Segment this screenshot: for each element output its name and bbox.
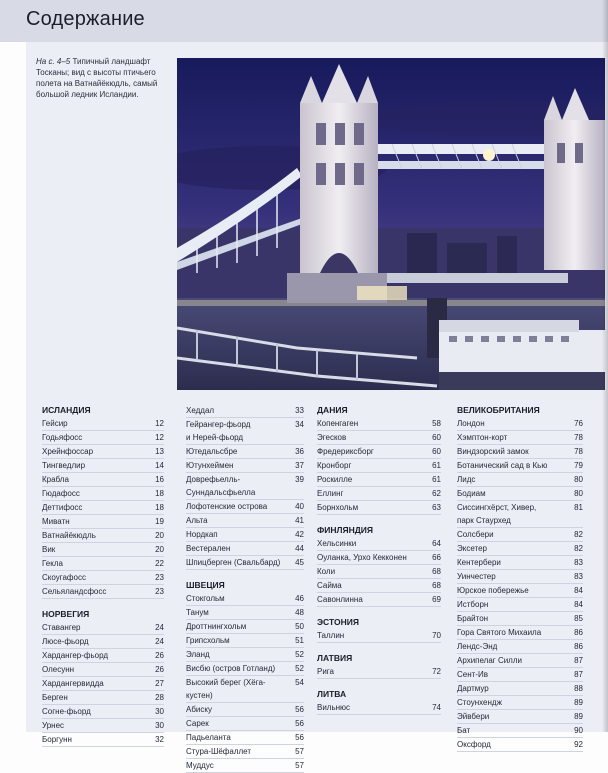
tower-bridge-photo xyxy=(177,58,605,390)
entry-name: Ставангер xyxy=(42,623,81,632)
toc-entry xyxy=(186,634,304,648)
entry-page: 12 xyxy=(155,433,164,442)
entry-page: 26 xyxy=(155,651,164,660)
photo-caption xyxy=(36,56,168,100)
entry-name: Сарек xyxy=(186,719,209,728)
toc-entry xyxy=(317,537,441,551)
entry-name: Эгесков xyxy=(317,433,347,442)
entry-page: 52 xyxy=(295,664,304,673)
entry-name: Шпицберген (Свальбард) xyxy=(186,558,281,567)
entry-page: 60 xyxy=(432,447,441,456)
toc-section xyxy=(317,688,441,715)
entry-name: Олесунн xyxy=(42,665,75,674)
toc-entry xyxy=(42,649,164,663)
toc-entry xyxy=(317,629,441,643)
entry-page: 60 xyxy=(432,433,441,442)
entry-page: 33 xyxy=(295,406,304,415)
toc-section xyxy=(42,404,164,599)
entry-name: Лофотенские острова xyxy=(186,502,268,511)
toc-entry xyxy=(317,431,441,445)
entry-name: Ютедальсбре xyxy=(186,447,238,456)
section-title: НОРВЕГИЯ xyxy=(42,609,90,619)
entry-name: Истборн xyxy=(457,600,489,609)
toc-entry xyxy=(186,745,304,759)
entry-page: 22 xyxy=(155,559,164,568)
toc-entry xyxy=(42,705,164,719)
section-title: ДАНИЯ xyxy=(317,405,348,415)
toc-column-2 xyxy=(186,404,304,773)
toc-entry xyxy=(457,417,583,431)
toc-section xyxy=(317,652,441,679)
toc-section xyxy=(317,524,441,607)
section-gap xyxy=(42,599,164,608)
entry-name: Берген xyxy=(42,693,68,702)
toc-entry xyxy=(457,738,583,752)
entry-name: Вик xyxy=(42,545,56,554)
toc-entry xyxy=(42,417,164,431)
entry-page: 40 xyxy=(295,502,304,511)
entry-name: Оуланка, Урхо Кекконен xyxy=(317,553,407,562)
section-title: ЛАТВИЯ xyxy=(317,653,353,663)
toc-entry xyxy=(42,529,164,543)
entry-name: Скоугафосс xyxy=(42,573,86,582)
toc-entry xyxy=(457,473,583,487)
page-title: Содержание xyxy=(26,8,145,30)
entry-name: Хардангервидда xyxy=(42,679,104,688)
toc-entry xyxy=(186,459,304,473)
toc-entry xyxy=(42,571,164,585)
section-title: ВЕЛИКОБРИТАНИЯ xyxy=(457,405,540,415)
entry-name: Согне-фьорд xyxy=(42,707,91,716)
toc-entry xyxy=(457,626,583,640)
toc-entry xyxy=(457,640,583,654)
toc-entry xyxy=(42,445,164,459)
toc-section xyxy=(186,579,304,773)
toc-entry xyxy=(457,710,583,724)
toc-entry xyxy=(186,404,304,418)
toc-entry xyxy=(317,487,441,501)
entry-name: Виндзорский замок xyxy=(457,447,529,456)
entry-name: Гюдафосс xyxy=(42,489,80,498)
entry-page: 27 xyxy=(155,679,164,688)
entry-page: 72 xyxy=(432,667,441,676)
entry-name: Вестерален xyxy=(186,544,231,553)
entry-page: 51 xyxy=(295,636,304,645)
toc-entry xyxy=(186,648,304,662)
toc-entry xyxy=(186,556,304,570)
entry-name: Стокгольм xyxy=(186,594,225,603)
entry-page: 26 xyxy=(155,665,164,674)
entry-name: Кентербери xyxy=(457,558,501,567)
entry-name: Роскилле xyxy=(317,475,353,484)
entry-page: 32 xyxy=(155,735,164,744)
toc-entry xyxy=(457,445,583,459)
entry-page: 74 xyxy=(432,703,441,712)
entry-name: Фредериксборг xyxy=(317,447,374,456)
entry-page: 24 xyxy=(155,623,164,632)
entry-page: 78 xyxy=(574,447,583,456)
entry-page: 87 xyxy=(574,670,583,679)
entry-page: 89 xyxy=(574,712,583,721)
toc-entry xyxy=(42,621,164,635)
entry-page: 85 xyxy=(574,614,583,623)
toc-entry xyxy=(457,682,583,696)
entry-name: Оксфорд xyxy=(457,740,491,749)
entry-page: 82 xyxy=(574,530,583,539)
entry-name: Сайма xyxy=(317,581,342,590)
toc-entry xyxy=(317,565,441,579)
entry-page: 66 xyxy=(432,553,441,562)
entry-page: 86 xyxy=(574,628,583,637)
toc-entry xyxy=(186,542,304,556)
entry-name: Висбю (остров Готланд) xyxy=(186,664,276,673)
entry-page: 90 xyxy=(574,726,583,735)
entry-page: 41 xyxy=(295,516,304,525)
entry-page: 44 xyxy=(295,544,304,553)
entry-page: 69 xyxy=(432,595,441,604)
toc-entry xyxy=(457,696,583,710)
entry-page: 56 xyxy=(295,705,304,714)
section-gap xyxy=(317,607,441,616)
entry-page: 34 xyxy=(295,420,304,429)
entry-name: Абиску xyxy=(186,705,212,714)
entry-name: Бодиам xyxy=(457,489,486,498)
entry-name: Эланд xyxy=(186,650,210,659)
entry-name: Падьеланта xyxy=(186,733,231,742)
entry-page: 16 xyxy=(155,475,164,484)
toc-entry xyxy=(42,733,164,747)
toc-entry xyxy=(186,731,304,745)
entry-name: Боргунн xyxy=(42,735,72,744)
entry-page: 87 xyxy=(574,656,583,665)
entry-name: Гейсир xyxy=(42,419,68,428)
toc-entry xyxy=(457,612,583,626)
entry-page: 68 xyxy=(432,567,441,576)
entry-page: 88 xyxy=(574,684,583,693)
entry-page: 36 xyxy=(295,447,304,456)
entry-page: 13 xyxy=(155,447,164,456)
entry-page: 84 xyxy=(574,586,583,595)
entry-name: Эксетер xyxy=(457,544,487,553)
toc-entry xyxy=(42,543,164,557)
entry-page: 62 xyxy=(432,489,441,498)
entry-page: 70 xyxy=(432,631,441,640)
toc-column-4 xyxy=(457,404,583,752)
entry-page: 24 xyxy=(155,637,164,646)
toc-entry xyxy=(186,703,304,717)
toc-entry xyxy=(457,724,583,738)
toc-entry xyxy=(186,662,304,676)
entry-name: Лондон xyxy=(457,419,485,428)
toc-section xyxy=(42,608,164,747)
entry-name: Тингведлир xyxy=(42,461,86,470)
toc-section xyxy=(186,404,304,570)
entry-name: Бат xyxy=(457,726,471,735)
toc-entry xyxy=(457,654,583,668)
entry-name: Эйвбери xyxy=(457,712,490,721)
entry-name: Высокий берег (Хёга-кустен) xyxy=(186,678,266,700)
entry-name: Уинчестер xyxy=(457,572,496,581)
entry-name: Вильнюс xyxy=(317,703,351,712)
section-gap xyxy=(186,570,304,579)
entry-page: 37 xyxy=(295,461,304,470)
toc-section xyxy=(317,404,441,515)
toc-column-3 xyxy=(317,404,441,715)
entry-page: 84 xyxy=(574,600,583,609)
toc-entry xyxy=(457,528,583,542)
section-gap xyxy=(317,643,441,652)
entry-name: Кронборг xyxy=(317,461,352,470)
entry-page: 23 xyxy=(155,587,164,596)
entry-name: Годьяфосс xyxy=(42,433,83,442)
entry-name: Солсбери xyxy=(457,530,494,539)
entry-page: 82 xyxy=(574,544,583,553)
page-fold-shadow xyxy=(602,0,608,732)
entry-name: Стоунхендж xyxy=(457,698,502,707)
entry-page: 78 xyxy=(574,433,583,442)
section-title: ШВЕЦИЯ xyxy=(186,580,225,590)
entry-page: 63 xyxy=(432,503,441,512)
toc-entry xyxy=(42,515,164,529)
section-title: ЛИТВА xyxy=(317,689,347,699)
section-title: ИСЛАНДИЯ xyxy=(42,405,91,415)
entry-name: Доврефьелль-Сунндальсфьелла xyxy=(186,475,256,497)
entry-name: Хельсинки xyxy=(317,539,357,548)
toc-entry xyxy=(42,487,164,501)
toc-entry xyxy=(317,579,441,593)
entry-name: Муддус xyxy=(186,761,214,770)
entry-name: Дроттнингхольм xyxy=(186,622,247,631)
toc-entry xyxy=(317,417,441,431)
section-title: ФИНЛЯНДИЯ xyxy=(317,525,373,535)
entry-page: 64 xyxy=(432,539,441,548)
entry-page: 68 xyxy=(432,581,441,590)
entry-name: Лидс xyxy=(457,475,476,484)
entry-page: 39 xyxy=(295,475,304,484)
section-title: ЭСТОНИЯ xyxy=(317,617,359,627)
toc-entry xyxy=(42,677,164,691)
entry-page: 54 xyxy=(295,678,304,687)
toc-entry xyxy=(42,635,164,649)
toc-entry xyxy=(42,691,164,705)
entry-page: 30 xyxy=(155,707,164,716)
toc-entry xyxy=(186,606,304,620)
toc-entry xyxy=(42,719,164,733)
toc-entry xyxy=(317,501,441,515)
entry-page: 48 xyxy=(295,608,304,617)
entry-name: Гекла xyxy=(42,559,63,568)
entry-name: Хеддал xyxy=(186,406,215,415)
entry-name: Нордкап xyxy=(186,530,218,539)
entry-name: Савонлинна xyxy=(317,595,363,604)
entry-page: 79 xyxy=(574,461,583,470)
toc-entry xyxy=(317,593,441,607)
toc-entry xyxy=(186,514,304,528)
entry-name: Хрейнфоссар xyxy=(42,447,94,456)
toc-entry xyxy=(317,701,441,715)
toc-entry xyxy=(42,473,164,487)
caption-page-ref: На с. 4–5 xyxy=(36,57,71,66)
toc-entry xyxy=(42,431,164,445)
toc-entry xyxy=(457,459,583,473)
toc-entry xyxy=(457,570,583,584)
entry-page: 92 xyxy=(574,740,583,749)
toc-entry xyxy=(457,598,583,612)
entry-page: 80 xyxy=(574,475,583,484)
toc-section xyxy=(317,616,441,643)
toc-entry xyxy=(457,542,583,556)
toc-entry xyxy=(42,459,164,473)
toc-entry xyxy=(186,676,304,703)
entry-page: 61 xyxy=(432,475,441,484)
entry-name: Гейрангер-фьорд и Нерей-фьорд xyxy=(186,420,251,442)
entry-name: Деттифосс xyxy=(42,503,83,512)
toc-entry xyxy=(42,501,164,515)
entry-page: 56 xyxy=(295,733,304,742)
toc-entry xyxy=(186,528,304,542)
entry-page: 20 xyxy=(155,545,164,554)
entry-page: 86 xyxy=(574,642,583,651)
entry-name: Урнес xyxy=(42,721,65,730)
entry-name: Рига xyxy=(317,667,334,676)
entry-page: 20 xyxy=(155,531,164,540)
entry-page: 81 xyxy=(574,503,583,512)
toc-entry xyxy=(186,759,304,773)
entry-page: 46 xyxy=(295,594,304,603)
caption-text: Типичный ландшафт Тосканы; вид с высоты птичьего полета на Ватнайёкюдль, самый большой ледник Исландии. xyxy=(36,57,158,99)
entry-name: Стура-Шёфаллет xyxy=(186,747,251,756)
toc-entry xyxy=(457,501,583,528)
toc-entry xyxy=(457,556,583,570)
entry-name: Люсе-фьорд xyxy=(42,637,89,646)
entry-page: 52 xyxy=(295,650,304,659)
toc-entry xyxy=(186,418,304,445)
toc-entry xyxy=(457,584,583,598)
entry-name: Юрское побережье xyxy=(457,586,529,595)
toc-entry xyxy=(457,487,583,501)
entry-page: 56 xyxy=(295,719,304,728)
toc-entry xyxy=(317,473,441,487)
toc-entry xyxy=(317,551,441,565)
toc-entry xyxy=(186,500,304,514)
entry-page: 76 xyxy=(574,419,583,428)
entry-page: 23 xyxy=(155,573,164,582)
section-gap xyxy=(317,515,441,524)
entry-page: 12 xyxy=(155,419,164,428)
entry-name: Сиссингхёрст, Хивер, парк Стаурхед xyxy=(457,503,537,525)
entry-name: Борнхольм xyxy=(317,503,359,512)
entry-page: 30 xyxy=(155,721,164,730)
toc-entry xyxy=(317,665,441,679)
entry-name: Еллинг xyxy=(317,489,344,498)
entry-page: 45 xyxy=(295,558,304,567)
entry-name: Ватнайёкюдль xyxy=(42,531,96,540)
entry-page: 42 xyxy=(295,530,304,539)
entry-name: Ботанический сад в Кью xyxy=(457,461,548,470)
entry-page: 19 xyxy=(155,517,164,526)
entry-name: Брайтон xyxy=(457,614,489,623)
toc-entry xyxy=(457,668,583,682)
toc-entry xyxy=(186,592,304,606)
entry-page: 18 xyxy=(155,503,164,512)
toc-entry xyxy=(457,431,583,445)
entry-name: Хэмптон-корт xyxy=(457,433,508,442)
entry-page: 61 xyxy=(432,461,441,470)
entry-name: Гора Святого Михаила xyxy=(457,628,542,637)
entry-page: 89 xyxy=(574,698,583,707)
entry-page: 83 xyxy=(574,572,583,581)
entry-page: 57 xyxy=(295,761,304,770)
entry-name: Миватн xyxy=(42,517,70,526)
entry-name: Сент-Ив xyxy=(457,670,488,679)
entry-name: Коли xyxy=(317,567,336,576)
entry-name: Сельяландсфосс xyxy=(42,587,107,596)
toc-section xyxy=(457,404,583,752)
toc-entry xyxy=(186,473,304,500)
entry-page: 57 xyxy=(295,747,304,756)
toc-entry xyxy=(42,585,164,599)
section-gap xyxy=(317,679,441,688)
entry-name: Архипелаг Силли xyxy=(457,656,522,665)
entry-name: Таллин xyxy=(317,631,345,640)
toc-entry xyxy=(317,445,441,459)
entry-name: Танум xyxy=(186,608,209,617)
entry-name: Хардангер-фьорд xyxy=(42,651,109,660)
entry-page: 83 xyxy=(574,558,583,567)
entry-page: 14 xyxy=(155,461,164,470)
toc-entry xyxy=(317,459,441,473)
toc-entry xyxy=(42,663,164,677)
entry-name: Копенгаген xyxy=(317,419,359,428)
entry-page: 18 xyxy=(155,489,164,498)
toc-entry xyxy=(42,557,164,571)
toc-entry xyxy=(186,620,304,634)
entry-name: Ютунхеймен xyxy=(186,461,234,470)
entry-name: Лендс-Энд xyxy=(457,642,498,651)
toc-column-1 xyxy=(42,404,164,747)
entry-page: 50 xyxy=(295,622,304,631)
entry-name: Грипсхольм xyxy=(186,636,230,645)
entry-name: Дартмур xyxy=(457,684,489,693)
entry-page: 80 xyxy=(574,489,583,498)
toc-entry xyxy=(186,445,304,459)
entry-page: 28 xyxy=(155,693,164,702)
entry-name: Альта xyxy=(186,516,208,525)
entry-name: Крабла xyxy=(42,475,69,484)
toc-entry xyxy=(186,717,304,731)
entry-page: 58 xyxy=(432,419,441,428)
